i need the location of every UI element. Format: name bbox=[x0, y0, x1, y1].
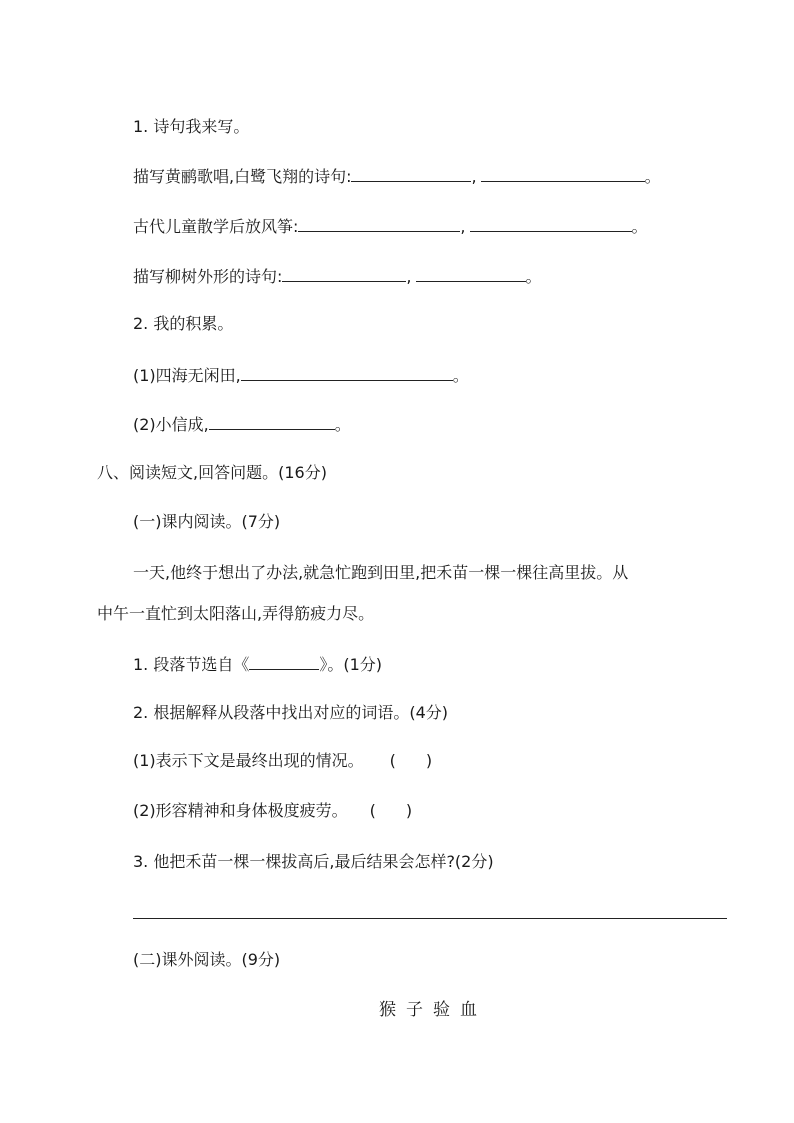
answer-blank[interactable] bbox=[209, 412, 335, 430]
accumulation-item-1 bbox=[133, 363, 469, 385]
comma: , bbox=[406, 267, 412, 286]
accumulation-question-title-text: 2. 我的积累。 bbox=[133, 314, 234, 333]
poem-line-willow bbox=[133, 264, 542, 286]
answer-blank[interactable] bbox=[470, 214, 632, 232]
period: 。 bbox=[631, 217, 648, 236]
answer-blank[interactable] bbox=[351, 164, 471, 182]
poem-line-willow-prompt: 描写柳树外形的诗句: bbox=[133, 267, 283, 286]
paren-open: ( bbox=[369, 801, 376, 820]
poem-question-title-text: 1. 诗句我来写。 bbox=[133, 117, 250, 136]
reading-question-2-item-1-text: (1)表示下文是最终出现的情况。 bbox=[133, 751, 364, 770]
answer-blank[interactable] bbox=[249, 652, 319, 670]
period: 。 bbox=[452, 366, 469, 385]
answer-blank[interactable] bbox=[282, 264, 406, 282]
extracurricular-reading-heading-text: (二)课外阅读。(9分) bbox=[133, 950, 281, 969]
accumulation-item-2-prompt: (2)小信成, bbox=[133, 415, 209, 434]
passage-line-2-text: 中午一直忙到太阳落山,弄得筋疲力尽。 bbox=[97, 604, 375, 623]
extracurricular-reading-heading bbox=[133, 949, 280, 971]
period: 。 bbox=[334, 415, 351, 434]
answer-blank[interactable] bbox=[298, 214, 460, 232]
reading-question-2-item-1 bbox=[133, 750, 432, 772]
section-8-heading-text: 八、阅读短文,回答问题。(16分) bbox=[97, 463, 327, 482]
period: 。 bbox=[525, 267, 542, 286]
answer-line[interactable] bbox=[133, 918, 727, 919]
reading-question-2-title bbox=[133, 702, 448, 724]
accumulation-question-title bbox=[133, 313, 233, 335]
poem-line-kites bbox=[133, 214, 648, 236]
paren-close: ) bbox=[405, 801, 413, 820]
reading-question-3-text: 3. 他把禾苗一棵一棵拔高后,最后结果会怎样?(2分) bbox=[133, 852, 494, 871]
reading-question-1 bbox=[133, 652, 382, 674]
poem-line-oriole bbox=[133, 164, 661, 186]
reading-question-2-item-2-text: (2)形容精神和身体极度疲劳。 bbox=[133, 801, 348, 820]
answer-blank[interactable] bbox=[481, 164, 645, 182]
poem-question-title bbox=[133, 116, 249, 138]
story-title bbox=[379, 999, 487, 1021]
reading-question-1-suffix: 》。(1分) bbox=[319, 655, 383, 674]
passage-line-1 bbox=[133, 562, 628, 584]
accumulation-item-2 bbox=[133, 412, 351, 434]
in-class-reading-heading-text: (一)课内阅读。(7分) bbox=[133, 512, 281, 531]
comma: , bbox=[460, 217, 466, 236]
passage-line-1-text: 一天,他终于想出了办法,就急忙跑到田里,把禾苗一棵一棵往高里拔。从 bbox=[133, 563, 629, 582]
comma: , bbox=[471, 167, 477, 186]
poem-line-kites-prompt: 古代儿童散学后放风筝: bbox=[133, 217, 299, 236]
reading-question-3 bbox=[133, 851, 494, 873]
answer-blank[interactable] bbox=[241, 363, 453, 381]
in-class-reading-heading bbox=[133, 511, 280, 533]
paren-close: ) bbox=[425, 751, 433, 770]
passage-line-2 bbox=[97, 603, 374, 625]
accumulation-item-1-prompt: (1)四海无闲田, bbox=[133, 366, 241, 385]
story-title-text: 猴子验血 bbox=[379, 1000, 487, 1020]
answer-blank[interactable] bbox=[416, 264, 526, 282]
paren-open: ( bbox=[389, 751, 396, 770]
reading-question-2-title-text: 2. 根据解释从段落中找出对应的词语。(4分) bbox=[133, 703, 449, 722]
period: 。 bbox=[644, 167, 661, 186]
section-8-heading bbox=[97, 462, 327, 484]
reading-question-1-prefix: 1. 段落节选自《 bbox=[133, 655, 250, 674]
poem-line-oriole-prompt: 描写黄鹂歌唱,白鹭飞翔的诗句: bbox=[133, 167, 352, 186]
reading-question-2-item-2 bbox=[133, 800, 412, 822]
